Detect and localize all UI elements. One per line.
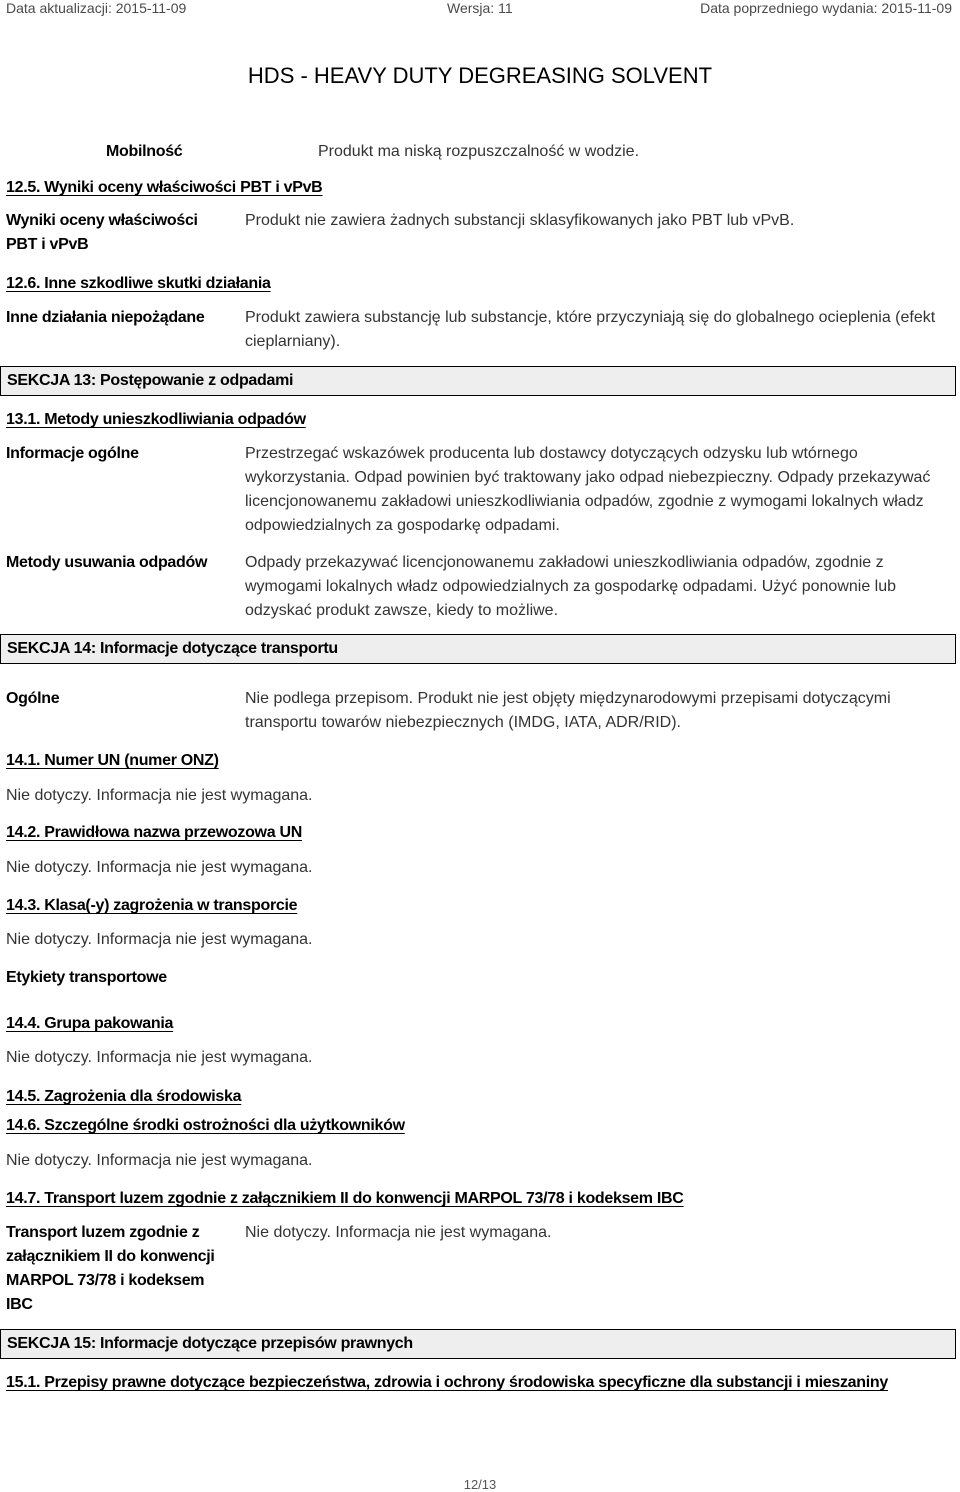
mobility-label: Mobilność <box>106 143 183 160</box>
subsection-15-1: 15.1. Przepisy prawne dotyczące bezpieczeństwa, zdrowia i ochrony środowiska specyficzne dla substancji i mieszaniny <box>6 1374 888 1391</box>
pbt-value: Produkt nie zawiera żadnych substancji sklasyfikowanych jako PBT lub vPvB. <box>245 212 795 229</box>
transport-labels-heading: Etykiety transportowe <box>6 969 167 986</box>
subsection-14-1: 14.1. Numer UN (numer ONZ) <box>6 752 219 769</box>
header-previous-date: Data poprzedniego wydania: 2015-11-09 <box>700 0 952 16</box>
subsection-14-2: 14.2. Prawidłowa nazwa przewozowa UN <box>6 824 302 841</box>
subsection-14-4-value: Nie dotyczy. Informacja nie jest wymagana. <box>6 1049 313 1066</box>
subsection-14-2-value: Nie dotyczy. Informacja nie jest wymagana. <box>6 859 313 876</box>
section-13-header <box>0 366 956 396</box>
document-title: HDS - HEAVY DUTY DEGREASING SOLVENT <box>247 63 713 88</box>
marpol-value: Nie dotyczy. Informacja nie jest wymagana. <box>245 1224 552 1241</box>
subsection-13-1: 13.1. Metody unieszkodliwiania odpadów <box>6 411 306 428</box>
subsection-14-7: 14.7. Transport luzem zgodnie z załącznikiem II do konwencji MARPOL 73/78 i kodeksem IBC <box>6 1190 684 1207</box>
page-number: 12/13 <box>463 1477 497 1492</box>
section-14-header <box>0 634 956 664</box>
section-15-header <box>0 1329 956 1359</box>
mobility-value: Produkt ma niską rozpuszczalność w wodzie. <box>318 143 640 160</box>
header-version: Wersja: 11 <box>447 0 513 16</box>
section-14-title: SEKCJA 14: Informacje dotyczące transportu <box>7 640 338 657</box>
subsection-14-6: 14.6. Szczególne środki ostrożności dla użytkowników <box>6 1117 405 1134</box>
other-effects-label: Inne działania niepożądane <box>6 309 205 326</box>
general-info-value: Przestrzegać wskazówek producenta lub dostawcy dotyczących odzysku lub wtórnego wykorzystania. Odpad powinien być traktowany jako odpad niebezpieczny. Odpady przekazywać licencjonowanemu zakładowi unieszkodliwiania odpadów, zgodnie z wymogami lokalnych władz odpowiedzialnych za gospodarkę odpadami. <box>245 445 931 534</box>
subsection-14-3-value: Nie dotyczy. Informacja nie jest wymagana. <box>6 931 313 948</box>
subsection-14-3: 14.3. Klasa(-y) zagrożenia w transporcie <box>6 897 298 914</box>
general-info-label: Informacje ogólne <box>6 445 139 462</box>
subsection-14-4: 14.4. Grupa pakowania <box>6 1015 174 1032</box>
transport-general-label: Ogólne <box>6 690 60 707</box>
subsection-14-6-value: Nie dotyczy. Informacja nie jest wymagana. <box>6 1152 313 1169</box>
disposal-methods-label: Metody usuwania odpadów <box>6 554 208 571</box>
section-15-title: SEKCJA 15: Informacje dotyczące przepisów prawnych <box>7 1335 413 1352</box>
subsection-14-5: 14.5. Zagrożenia dla środowiska <box>6 1088 242 1105</box>
other-effects-value: Produkt zawiera substancję lub substancje, które przyczyniają się do globalnego ocieplenia (efekt cieplarniany). <box>245 309 936 350</box>
header-updated-date: Data aktualizacji: 2015-11-09 <box>6 0 187 16</box>
pbt-label: Wyniki oceny właściwości PBT i vPvB <box>6 212 198 253</box>
section-13-title: SEKCJA 13: Postępowanie z odpadami <box>7 372 294 389</box>
marpol-label: Transport luzem zgodnie z załącznikiem II do konwencji MARPOL 73/78 i kodeksem IBC <box>6 1224 215 1313</box>
subsection-12-6: 12.6. Inne szkodliwe skutki działania <box>6 275 271 292</box>
subsection-14-1-value: Nie dotyczy. Informacja nie jest wymagana. <box>6 787 313 804</box>
disposal-methods-value: Odpady przekazywać licencjonowanemu zakładowi unieszkodliwiania odpadów, zgodnie z wymogami lokalnych władz odpowiedzialnych za gospodarkę odpadami. Użyć ponownie lub odzyskać produkt zawsze, kiedy to możliwe. <box>245 554 897 619</box>
transport-general-value: Nie podlega przepisom. Produkt nie jest objęty międzynarodowymi przepisami dotyczącymi transportu towarów niebezpiecznych (IMDG, IATA, ADR/RID). <box>245 690 891 731</box>
subsection-12-5: 12.5. Wyniki oceny właściwości PBT i vPvB <box>6 179 323 196</box>
